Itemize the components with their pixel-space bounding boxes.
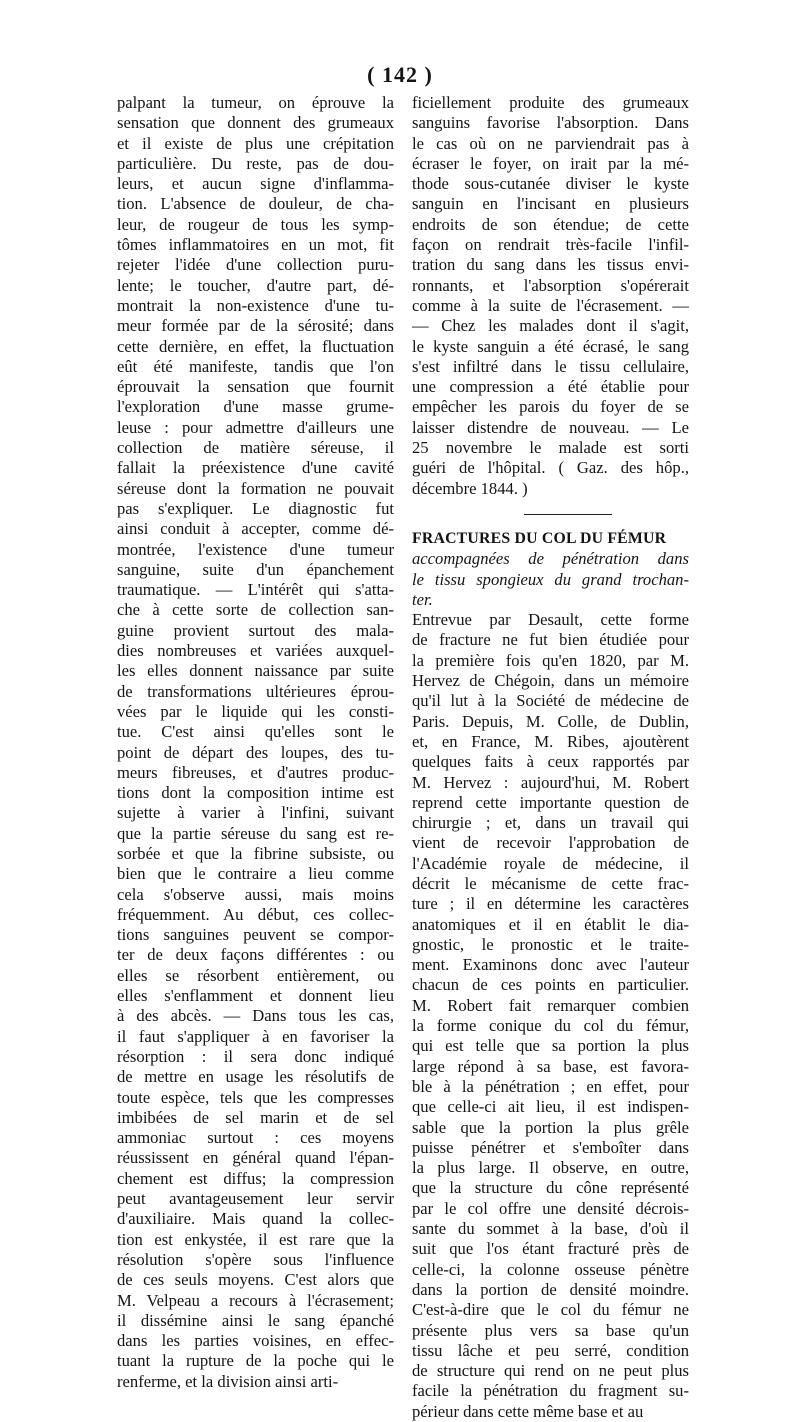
text-line: ainsi conduit à accepter, comme dé- <box>117 519 394 539</box>
text-line: une compression a été établie pour <box>412 377 689 397</box>
text-line: vées par le liquide qui les consti- <box>117 701 394 721</box>
text-line: tômes inflammatoires en un mot, fit <box>117 235 394 255</box>
text-line: leuse : pour admettre d'ailleurs une <box>117 417 394 437</box>
text-line: séreuse dont la formation ne pouvait <box>117 478 394 498</box>
text-line: ronnants, et l'absorption s'opérerait <box>412 275 689 295</box>
text-line: dans les parties voisines, en effec- <box>117 1331 394 1351</box>
text-line: sorbée et que la fibrine subsiste, ou <box>117 843 394 863</box>
text-line: fallait la préexistence d'une cavité <box>117 458 394 478</box>
text-line: l'Académie royale de médecine, il <box>412 853 689 873</box>
text-line: par le col offre une densité décrois- <box>412 1198 689 1218</box>
text-line: cela s'observe aussi, mais moins <box>117 884 394 904</box>
page-number: ( 142 ) <box>367 62 433 87</box>
right-column-top-text <box>412 93 689 499</box>
text-line: Paris. Depuis, M. Colle, de Dublin, <box>412 711 689 731</box>
text-line: ter. <box>412 589 433 609</box>
text-line: à des abcès. — Dans tous les cas, <box>117 1006 394 1026</box>
text-line: réussissent en général quand l'épan- <box>117 1148 394 1168</box>
text-line: s'est infiltré dans le tissu cellulaire, <box>412 356 689 376</box>
text-line: le tissu spongieux du grand trochan- <box>412 569 689 589</box>
text-line: dans la portion de densité moindre. <box>412 1279 689 1299</box>
text-line: quelques faits à ceux rapportés par <box>412 752 689 772</box>
text-line: qu'il lut à la Société de médecine de <box>412 691 689 711</box>
text-line: tions sanguines peuvent se compor- <box>117 925 394 945</box>
text-line: ment. Examinons donc avec l'auteur <box>412 955 689 975</box>
text-line: traumatique. — L'intérêt qui s'atta- <box>117 580 394 600</box>
text-line: laisser distendre de nouveau. — Le <box>412 417 689 437</box>
text-line: bien que le contraire a lieu comme <box>117 864 394 884</box>
text-line: puisse pénétrer et s'emboîter dans <box>412 1137 689 1157</box>
text-line: comme à la suite de l'écrasement. — <box>412 295 689 315</box>
section-heading: FRACTURES DU COL DU FÉMUR <box>412 529 667 547</box>
text-line: Hervez de Chégoin, dans un mémoire <box>412 671 689 691</box>
text-line: elles se résorbent entièrement, ou <box>117 965 394 985</box>
text-line: palpant la tumeur, on éprouve la <box>117 93 394 112</box>
text-line: imbibées de sel marin et de sel <box>117 1107 394 1127</box>
text-line: éprouvait la sensation que fournit <box>117 377 394 397</box>
text-line: sable que la portion la plus grêle <box>412 1117 689 1137</box>
text-line: la forme conique du col du fémur, <box>412 1016 689 1036</box>
text-line: gnostic, le pronostic et le traite- <box>412 934 689 954</box>
text-line: que celle-ci ait lieu, il est indispen- <box>412 1097 689 1117</box>
text-line: facile la pénétration du fragment su- <box>412 1381 689 1401</box>
text-line: eût été manifeste, tandis que l'on <box>117 356 394 376</box>
text-line: toute espèce, tels que les compresses <box>117 1087 394 1107</box>
text-line: résorption : il sera donc indiqué <box>117 1046 394 1066</box>
text-line: anatomiques et il en établit le dia- <box>412 914 689 934</box>
text-line: que la structure du cône représenté <box>412 1178 689 1198</box>
text-line: de transformations ultérieures éprou- <box>117 681 394 701</box>
text-line: façon on rendrait très-facile l'infil- <box>412 235 689 255</box>
text-line: montrait la non-existence d'une tu- <box>117 295 394 315</box>
text-line: C'est-à-dire que le col du fémur ne <box>412 1300 689 1320</box>
text-line: meurs fibreuses, et d'autres produc- <box>117 762 394 782</box>
text-line: qui est telle que sa portion la plus <box>412 1036 689 1056</box>
text-line: thode sous-cutanée diviser le kyste <box>412 174 689 194</box>
text-line: renferme, et la division ainsi arti- <box>117 1371 339 1391</box>
right-column <box>412 93 689 1422</box>
text-line: large répond à sa base, est favora- <box>412 1056 689 1076</box>
text-line: vient de recevoir l'approbation de <box>412 833 689 853</box>
text-line: le kyste sanguin a été écrasé, le sang <box>412 336 689 356</box>
text-line: Entrevue par Desault, cette forme <box>412 610 689 630</box>
text-line: sanguine, suite d'un épanchement <box>117 559 394 579</box>
section-subheading <box>412 549 689 610</box>
text-line: leurs, et aucun signe d'inflamma- <box>117 174 394 194</box>
text-line: — Chez les malades dont il s'agit, <box>412 316 689 336</box>
text-line: meur formée par de la sérosité; dans <box>117 316 394 336</box>
text-line: guine provient surtout des mala- <box>117 620 394 640</box>
text-line: tions dont la composition intime est <box>117 783 394 803</box>
text-line: M. Robert fait remarquer combien <box>412 995 689 1015</box>
text-line: tion est enkystée, il est rare que la <box>117 1229 394 1249</box>
text-line: écraser le foyer, on irait par la mé- <box>412 153 689 173</box>
text-line: de structure qui rend on ne peut plus <box>412 1361 689 1381</box>
text-line: sujette à varier à l'infini, suivant <box>117 803 394 823</box>
text-line: elles s'enflamment et donnent lieu <box>117 986 394 1006</box>
text-line: sante du sommet à la base, d'où il <box>412 1219 689 1239</box>
text-line: et, en France, M. Ribes, ajoutèrent <box>412 731 689 751</box>
section-divider <box>524 514 612 515</box>
text-line: endroits de son étendue; de cette <box>412 214 689 234</box>
text-line: tue. C'est ainsi qu'elles sont le <box>117 722 394 742</box>
text-line: que la partie séreuse du sang est re- <box>117 823 394 843</box>
text-line: rejeter l'idée d'une collection puru- <box>117 255 394 275</box>
text-line: d'auxiliaire. Mais quand la collec- <box>117 1209 394 1229</box>
left-column <box>117 93 394 1392</box>
text-line: tion. L'absence de douleur, de cha- <box>117 194 394 214</box>
text-line: de mettre en usage les résolutifs de <box>117 1067 394 1087</box>
text-line: leur, de rougeur de tous les symp- <box>117 214 394 234</box>
text-line: guéri de l'hôpital. ( Gaz. des hôp., <box>412 458 689 478</box>
text-line: sensation que donnent des grumeaux <box>117 113 394 133</box>
text-line: pas s'expliquer. Le diagnostic fut <box>117 498 394 518</box>
text-line: il dissémine ainsi le sang épanché <box>117 1310 394 1330</box>
text-line: che à cette sorte de collection san- <box>117 600 394 620</box>
text-line: chirurgie ; et, dans un travail qui <box>412 813 689 833</box>
text-line: montrée, l'existence d'une tumeur <box>117 539 394 559</box>
text-line: 25 novembre le malade est sorti <box>412 438 689 458</box>
text-line: chement est diffus; la compression <box>117 1168 394 1188</box>
text-line: décembre 1844. ) <box>412 478 528 498</box>
text-line: cette dernière, en effet, la fluctuation <box>117 336 394 356</box>
text-line: de ces seuls moyens. C'est alors que <box>117 1270 394 1290</box>
text-line: point de départ des loupes, des tu- <box>117 742 394 762</box>
text-line: fréquemment. Au début, ces collec- <box>117 904 394 924</box>
text-line: tuant la rupture de la poche qui le <box>117 1351 394 1371</box>
text-line: M. Velpeau a recours à l'écrasement; <box>117 1290 394 1310</box>
text-line: tration du sang dans les tissus envi- <box>412 255 689 275</box>
text-line: périeur dans cette même base et au <box>412 1401 644 1421</box>
text-line: suit que l'os étant fracturé près de <box>412 1239 689 1259</box>
text-line: ture ; il en détermine les caractères <box>412 894 689 914</box>
text-line: la plus large. Il observe, en outre, <box>412 1158 689 1178</box>
text-line: particulière. Du reste, pas de dou- <box>117 153 394 173</box>
text-line: et il existe de plus une crépitation <box>117 133 394 153</box>
text-line: accompagnées de pénétration dans <box>412 549 689 569</box>
text-line: collection de matière séreuse, il <box>117 438 394 458</box>
text-line: l'exploration d'une masse grume- <box>117 397 394 417</box>
text-line: tissu lâche et peu serré, condition <box>412 1340 689 1360</box>
text-line: ble à la pénétration ; en effet, pour <box>412 1076 689 1096</box>
text-line: les elles donnent naissance par suite <box>117 661 394 681</box>
text-line: peut avantageusement leur servir <box>117 1189 394 1209</box>
text-line: ammoniac surtout : ces moyens <box>117 1128 394 1148</box>
text-line: celle-ci, la colonne osseuse pénètre <box>412 1259 689 1279</box>
text-line: résolution s'opère sous l'influence <box>117 1249 394 1269</box>
text-line: ter de deux façons différentes : ou <box>117 945 394 965</box>
text-line: décrit le mécanisme de cette frac- <box>412 873 689 893</box>
text-line: M. Hervez : aujourd'hui, M. Robert <box>412 772 689 792</box>
text-line: reprend cette importante question de <box>412 792 689 812</box>
text-line: de fracture ne fut bien étudiée pour <box>412 630 689 650</box>
text-line: chacun de ces points en particulier. <box>412 975 689 995</box>
text-line: dies nombreuses et variées auxquel- <box>117 641 394 661</box>
text-line: sanguins favorise l'absorption. Dans <box>412 113 689 133</box>
text-line: il faut s'appliquer à en favoriser la <box>117 1026 394 1046</box>
text-line: empêcher les parois du foyer de se <box>412 397 689 417</box>
text-line: sanguin en l'incisant en plusieurs <box>412 194 689 214</box>
text-line: lente; le toucher, d'autre part, dé- <box>117 275 394 295</box>
text-line: ficiellement produite des grumeaux <box>412 93 689 112</box>
right-column-bottom-text <box>412 610 689 1422</box>
text-line: le cas où on ne parviendrait pas à <box>412 133 689 153</box>
text-line: la première fois qu'en 1820, par M. <box>412 650 689 670</box>
text-line: présente plus vers sa base qu'un <box>412 1320 689 1340</box>
